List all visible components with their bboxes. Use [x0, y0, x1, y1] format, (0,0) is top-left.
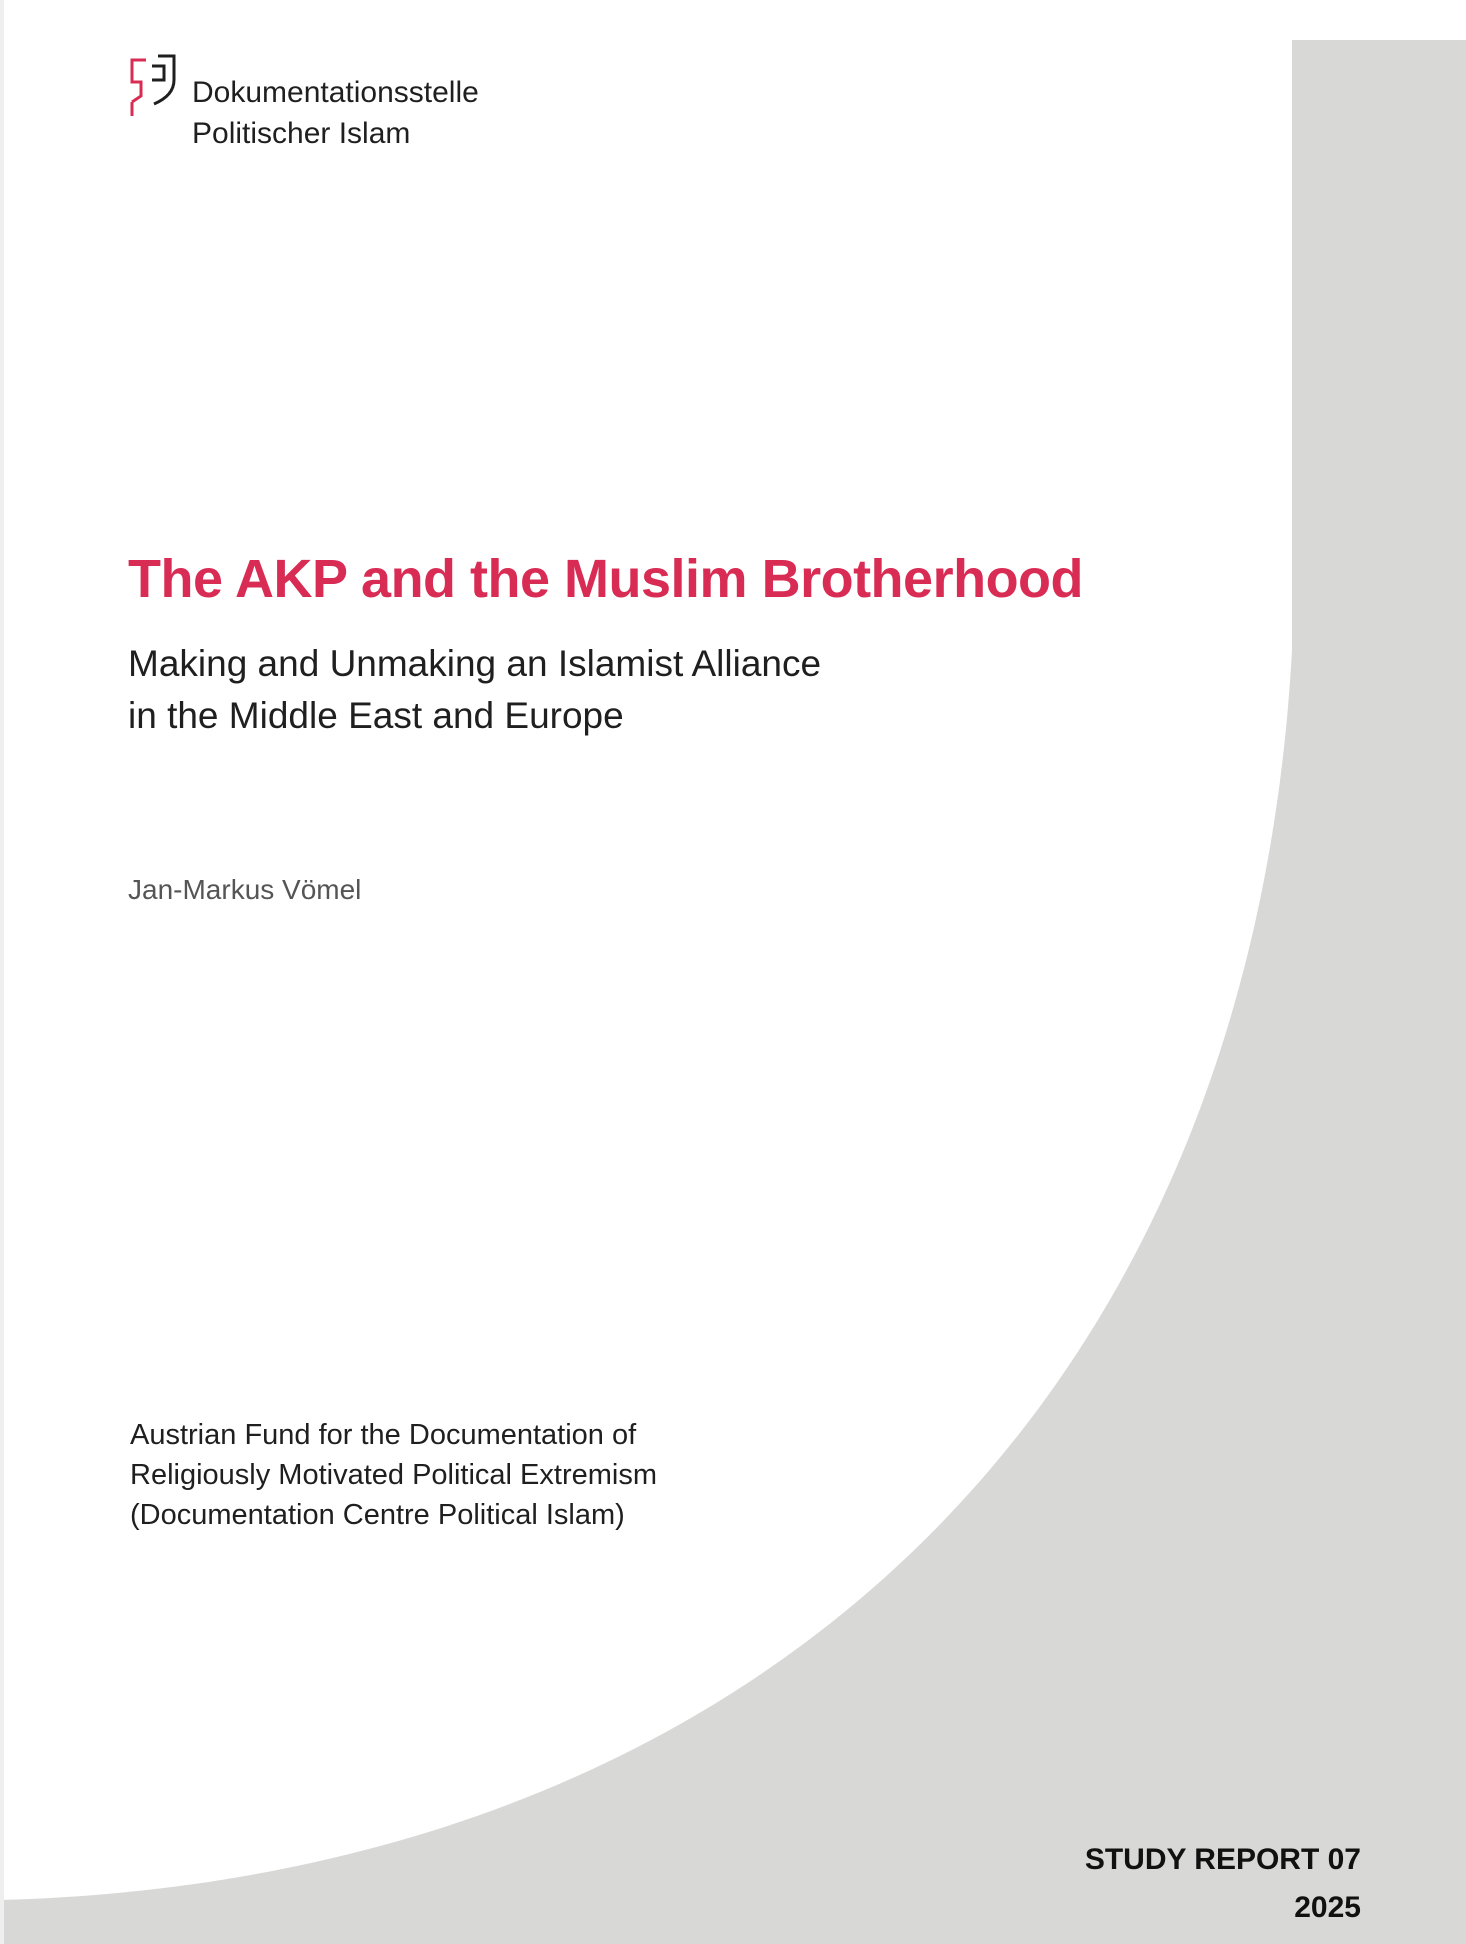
- publisher-line-1: Austrian Fund for the Documentation of: [130, 1419, 637, 1451]
- organization-name-line-1: Dokumentationsstelle: [192, 76, 479, 109]
- report-title: The AKP and the Muslim Brotherhood: [128, 549, 1084, 609]
- report-number-block: [1085, 1836, 1361, 1932]
- dp-quotation-mark-logo-icon: [128, 54, 178, 120]
- organization-name: [192, 72, 479, 154]
- organization-name-line-2: Politischer Islam: [192, 117, 411, 150]
- report-subtitle: [128, 638, 821, 742]
- publisher-block: [130, 1415, 657, 1535]
- report-label: STUDY REPORT 07: [1084, 1843, 1361, 1876]
- publisher-line-3: (Documentation Centre Political Islam): [130, 1499, 625, 1531]
- author-name: Jan-Markus Vömel: [128, 874, 362, 905]
- subtitle-line-2: in the Middle East and Europe: [128, 695, 624, 736]
- report-year: 2025: [1294, 1891, 1361, 1924]
- publisher-line-2: Religiously Motivated Political Extremism: [130, 1459, 657, 1491]
- subtitle-line-1: Making and Unmaking an Islamist Alliance: [128, 643, 822, 684]
